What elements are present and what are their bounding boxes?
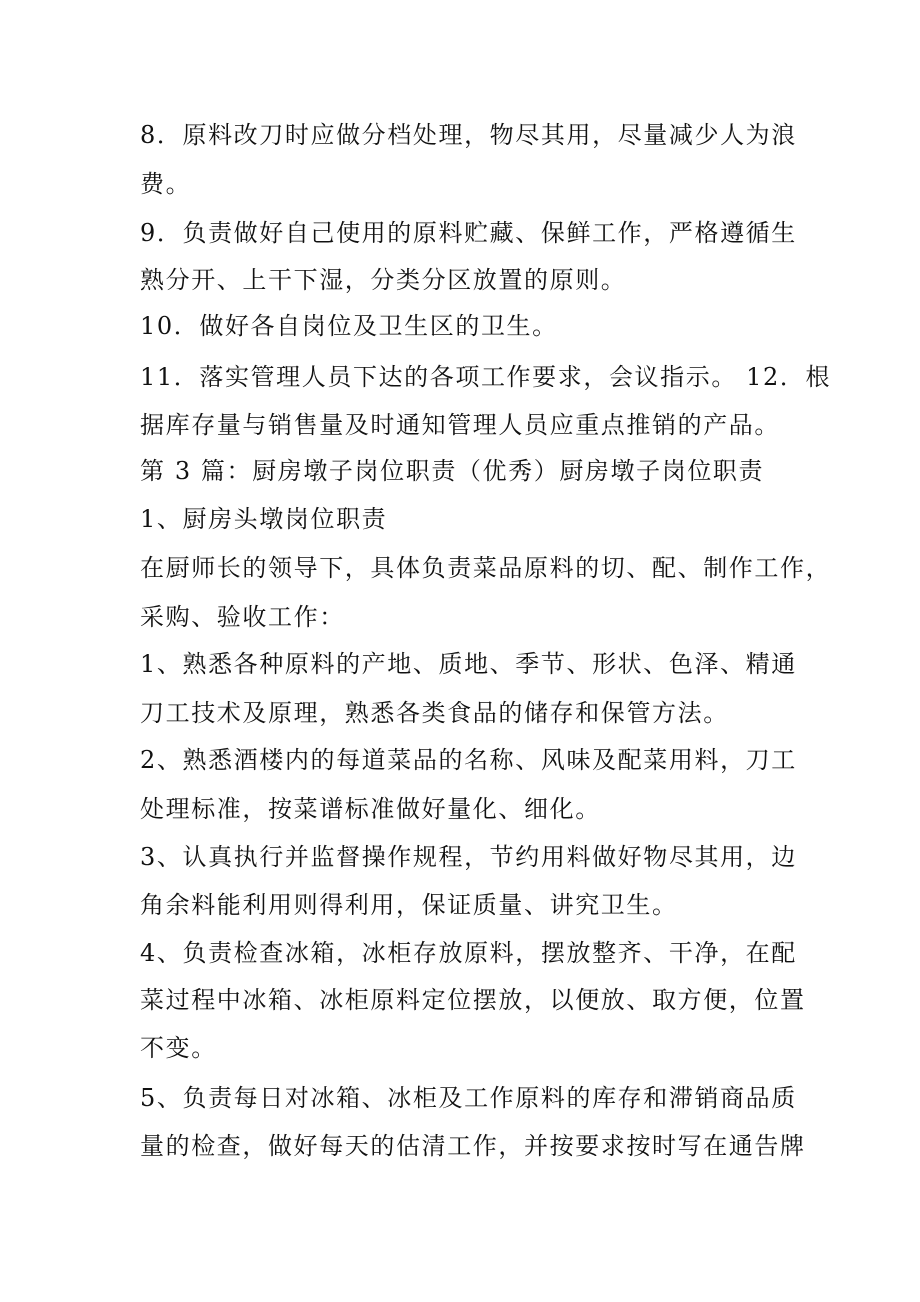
text-line: 不变。 xyxy=(140,1034,217,1062)
text-line: 10．做好各自岗位及卫生区的卫生。 xyxy=(140,312,558,340)
text-line: 在厨师长的领导下，具体负责菜品原料的切、配、制作工作， xyxy=(140,554,832,582)
section-heading: 第 3 篇：厨房墩子岗位职责（优秀）厨房墩子岗位职责 xyxy=(140,457,765,485)
text-line: 处理标准，按菜谱标准做好量化、细化。 xyxy=(140,795,601,823)
text-line: 2、熟悉酒楼内的每道菜品的名称、风味及配菜用料，刀工 xyxy=(140,746,797,774)
text-line: 熟分开、上干下湿，分类分区放置的原则。 xyxy=(140,266,627,294)
text-line: 菜过程中冰箱、冰柜原料定位摆放，以便放、取方便，位置 xyxy=(140,986,806,1014)
text-line: 9．负责做好自己使用的原料贮藏、保鲜工作，严格遵循生 xyxy=(140,219,797,247)
text-line: 8．原料改刀时应做分档处理，物尽其用，尽量减少人为浪 xyxy=(140,121,797,149)
text-line: 角余料能利用则得利用，保证质量、讲究卫生。 xyxy=(140,891,678,919)
subheading: 1、厨房头墩岗位职责 xyxy=(140,505,388,533)
text-line: 据库存量与销售量及时通知管理人员应重点推销的产品。 xyxy=(140,411,780,439)
text-line: 5、负责每日对冰箱、冰柜及工作原料的库存和滞销商品质 xyxy=(140,1084,797,1112)
text-line: 4、负责检查冰箱，冰柜存放原料，摆放整齐、干净，在配 xyxy=(140,939,797,967)
text-line: 采购、验收工作： xyxy=(140,603,345,631)
text-line: 量的检查，做好每天的估清工作，并按要求按时写在通告牌 xyxy=(140,1132,806,1160)
text-line: 11．落实管理人员下达的各项工作要求，会议指示。 12．根 xyxy=(140,363,832,391)
text-line: 费。 xyxy=(140,170,192,198)
text-line: 1、熟悉各种原料的产地、质地、季节、形状、色泽、精通 xyxy=(140,650,797,678)
text-line: 刀工技术及原理，熟悉各类食品的储存和保管方法。 xyxy=(140,699,729,727)
text-line: 3、认真执行并监督操作规程，节约用料做好物尽其用，边 xyxy=(140,843,797,871)
